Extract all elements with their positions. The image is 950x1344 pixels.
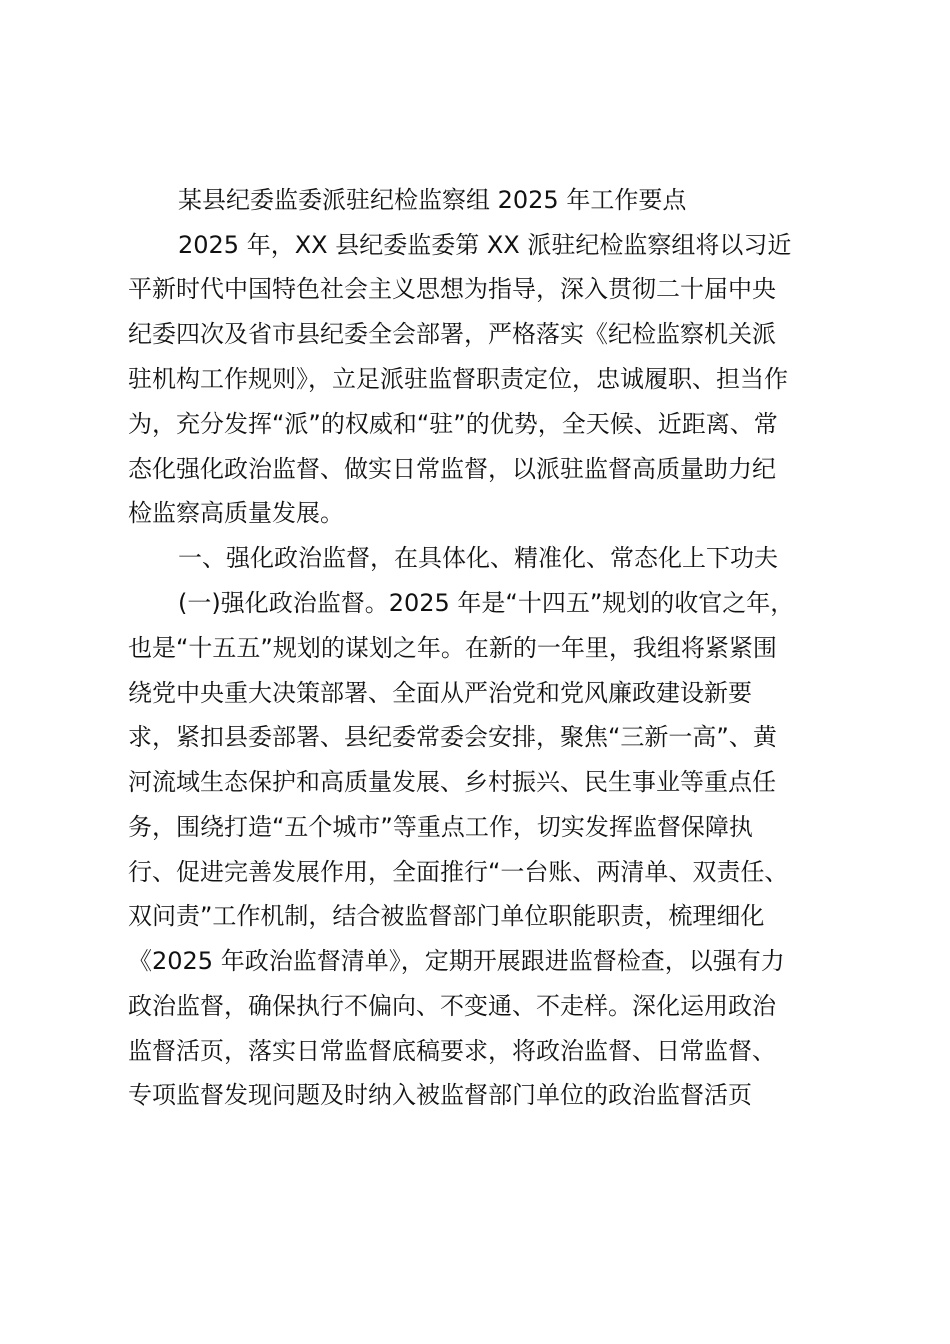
intro-line-6: 态化强化政治监督、做实日常监督，以派驻监督高质量助力纪 — [128, 455, 776, 483]
section-1-line-6: 务，围绕打造“五个城市”等重点工作，切实发挥监督保障执 — [128, 813, 753, 841]
section-1-line-10: 政治监督，确保执行不偏向、不变通、不走样。深化运用政治 — [128, 992, 776, 1020]
intro-line-5: 为，充分发挥“派”的权威和“驻”的优势，全天候、近距离、常 — [128, 410, 778, 438]
intro-line-7: 检监察高质量发展。 — [128, 499, 344, 527]
intro-line-4: 驻机构工作规则》，立足派驻监督职责定位，忠诚履职、担当作 — [128, 365, 788, 393]
section-1-line-2: 也是“十五五”规划的谋划之年。在新的一年里，我组将紧紧围 — [128, 634, 777, 662]
intro-line-1: 2025 年，XX 县纪委监委第 XX 派驻纪检监察组将以习近 — [178, 231, 792, 259]
section-1-line-4: 求，紧扣县委部署、县纪委常委会安排，聚焦“三新一高”、黄 — [128, 723, 777, 751]
section-1-line-11: 监督活页，落实日常监督底稿要求，将政治监督、日常监督、 — [128, 1037, 776, 1065]
section-1-heading: 一、强化政治监督，在具体化、精准化、常态化上下功夫 — [178, 544, 778, 572]
document-title: 某县纪委监委派驻纪检监察组 2025 年工作要点 — [178, 186, 687, 214]
section-1-line-1: (一)强化政治监督。2025 年是“十四五”规划的收官之年， — [178, 589, 795, 617]
intro-line-3: 纪委四次及省市县纪委全会部署，严格落实《纪检监察机关派 — [128, 320, 776, 348]
intro-line-2: 平新时代中国特色社会主义思想为指导，深入贯彻二十届中央 — [128, 275, 776, 303]
section-1-line-5: 河流域生态保护和高质量发展、乡村振兴、民生事业等重点任 — [128, 768, 776, 796]
section-1-line-8: 双问责”工作机制，结合被监督部门单位职能职责，梳理细化 — [128, 902, 765, 930]
section-1-line-3: 绕党中央重大决策部署、全面从严治党和党风廉政建设新要 — [128, 679, 752, 707]
section-1-line-7: 行、促进完善发展作用，全面推行“一台账、两清单、双责任、 — [128, 858, 789, 886]
section-1-line-9: 《2025 年政治监督清单》，定期开展跟进监督检查，以强有力 — [128, 947, 785, 975]
section-1-line-12: 专项监督发现问题及时纳入被监督部门单位的政治监督活页 — [128, 1081, 752, 1109]
